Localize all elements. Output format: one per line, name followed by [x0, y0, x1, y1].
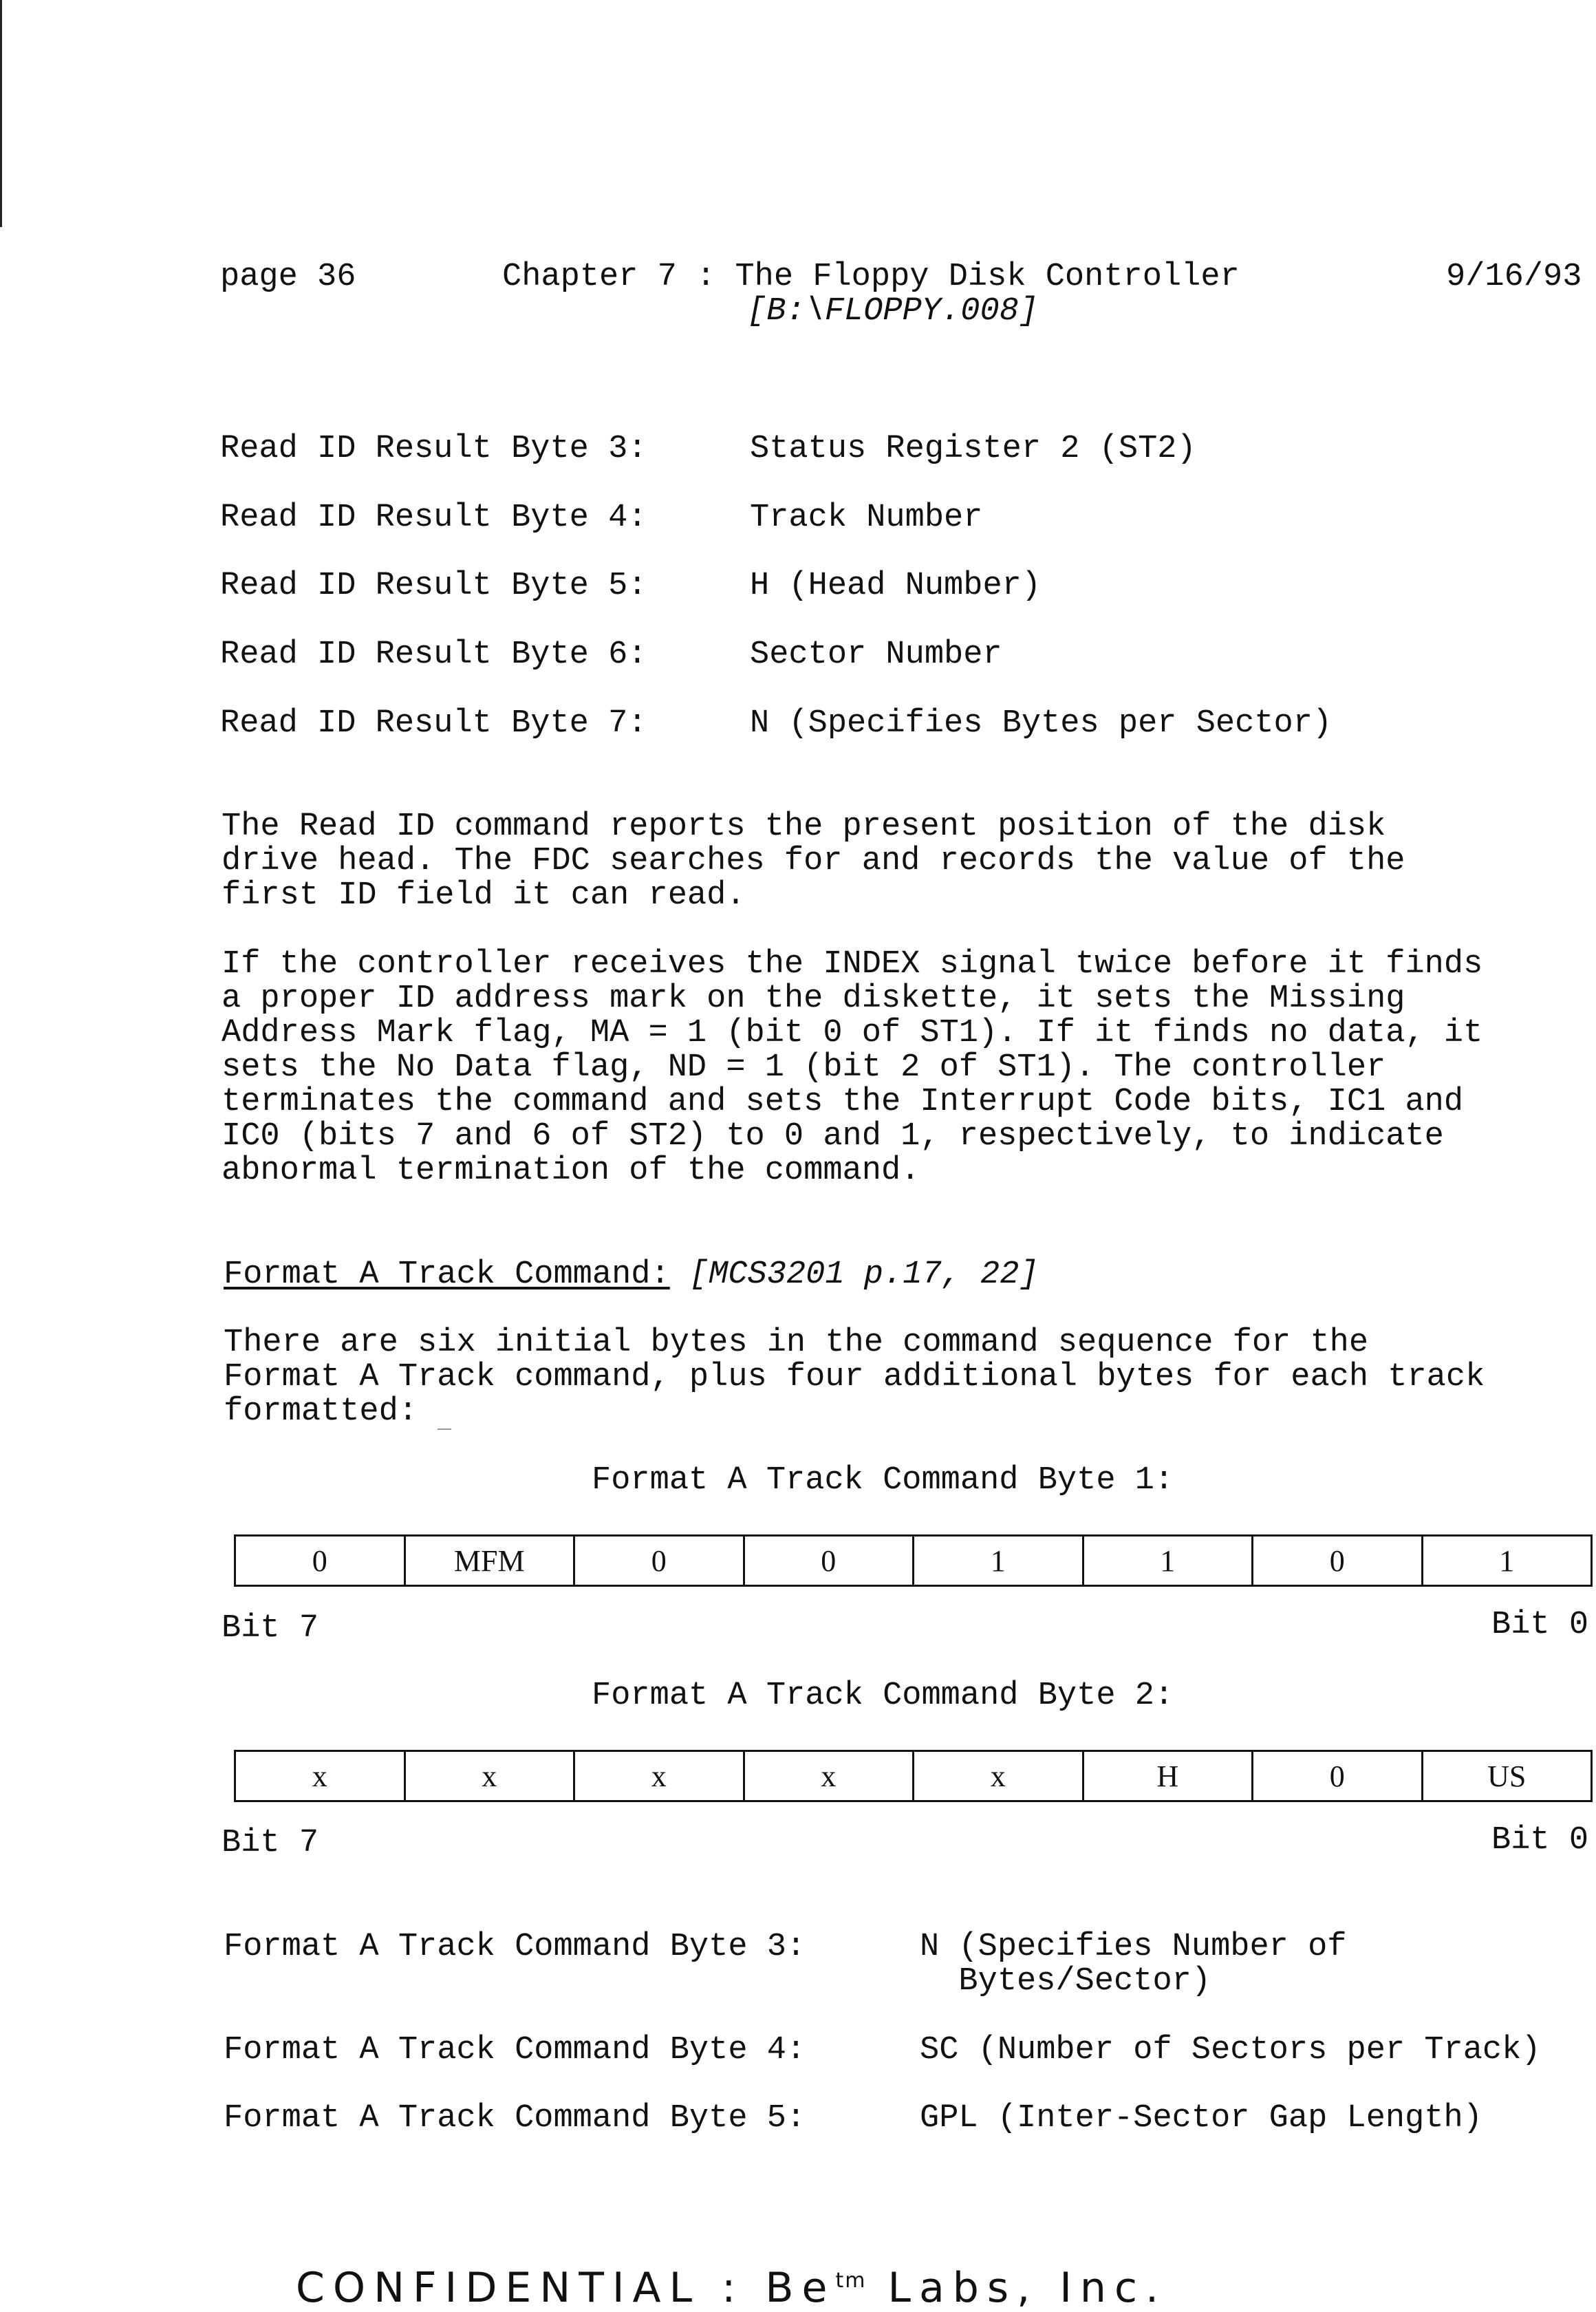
bit-cell: 0 [1253, 1537, 1423, 1585]
footer-left: CONFIDENTIAL : Be [296, 2264, 836, 2312]
format-byte-row [224, 1929, 1347, 2000]
bit-cell: 0 [236, 1537, 406, 1585]
bit-cell: 0 [745, 1537, 915, 1585]
read-id-row [220, 705, 1333, 742]
section-reference: [MCS3201 p.17, 22] [689, 1256, 1039, 1293]
byte2-bit-table [234, 1750, 1593, 1802]
byte1-caption: Format A Track Command Byte 1: [592, 1462, 1174, 1499]
row-label: Read ID Result Byte 3: [220, 431, 647, 467]
file-reference: [B:\FLOPPY.008] [747, 293, 1039, 330]
chapter-title: Chapter 7 : The Floppy Disk Controller [502, 259, 1240, 295]
bit-cell: x [914, 1752, 1084, 1800]
row-value: Sector Number [750, 636, 1002, 673]
bit-cell: H [1084, 1752, 1254, 1800]
margin-rule [0, 0, 2, 227]
byte2-bit0-label: Bit 0 [1491, 1822, 1589, 1859]
page-date: 9/16/93 [1446, 259, 1582, 295]
byte2-caption: Format A Track Command Byte 2: [592, 1678, 1174, 1714]
row-value: H (Head Number) [750, 568, 1042, 604]
row-label: Format A Track Command Byte 4: [224, 2032, 806, 2068]
bit-cell: 0 [1253, 1752, 1423, 1800]
bit-cell: x [406, 1752, 576, 1800]
row-value: Status Register 2 (ST2) [750, 431, 1196, 467]
paragraph-read-id: The Read ID command reports the present position of the disk drive head. The FDC searches for and records the value of the first ID field it can read. [222, 809, 1405, 914]
row-value: SC (Number of Sectors per Track) [920, 2032, 1541, 2068]
row-label: Read ID Result Byte 5: [220, 568, 647, 604]
bit-cell: 1 [1084, 1537, 1254, 1585]
read-id-row [220, 568, 1042, 604]
page-number: page 36 [220, 259, 356, 295]
byte1-bit7-label: Bit 7 [222, 1610, 319, 1647]
read-id-row [220, 431, 1196, 467]
bit-cell: MFM [406, 1537, 576, 1585]
read-id-row [220, 636, 1002, 673]
bit-cell: x [236, 1752, 406, 1800]
bit-cell: 1 [1499, 1543, 1515, 1578]
row-label: Read ID Result Byte 6: [220, 636, 647, 673]
trademark-mark: tm [835, 2269, 867, 2293]
bit-cell: 0 [575, 1537, 745, 1585]
format-byte-row [224, 2032, 1541, 2068]
footer-right: Labs, Inc. [866, 2264, 1167, 2312]
confidential-footer [296, 2264, 1167, 2312]
row-label: Read ID Result Byte 4: [220, 500, 647, 536]
byte2-bit7-label: Bit 7 [222, 1825, 319, 1861]
row-value: N (Specifies Bytes per Sector) [750, 705, 1333, 742]
row-label: Format A Track Command Byte 3: [224, 1929, 806, 1965]
row-label: Read ID Result Byte 7: [220, 705, 647, 742]
byte1-bit0-label: Bit 0 [1491, 1607, 1589, 1643]
bit-cell: x [745, 1752, 915, 1800]
paragraph-format-intro: There are six initial bytes in the command sequence for the Format A Track command, plus four additional bytes for each track formatted: [224, 1325, 1485, 1430]
section-title [224, 1258, 1039, 1292]
row-value: Track Number [750, 500, 983, 536]
bit-cell: US [1487, 1759, 1527, 1793]
row-label: Format A Track Command Byte 5: [224, 2100, 806, 2137]
bit-cell: 1 [914, 1537, 1084, 1585]
section-title-text: Format A Track Command: [224, 1256, 670, 1293]
byte1-bit-table [234, 1534, 1593, 1587]
bit-cell: x [575, 1752, 745, 1800]
format-byte-row [224, 2100, 1482, 2137]
read-id-row [220, 500, 983, 536]
row-value: GPL (Inter-Sector Gap Length) [920, 2100, 1482, 2137]
paragraph-index-signal: If the controller receives the INDEX signal twice before it finds a proper ID address mark on the diskette, it sets the Missing Address Mark flag, MA = 1 (bit 0 of ST1). If it finds no data, it sets the No Data flag, ND = 1 (bit 2 of ST1). The controller terminates the command and sets the Interrupt Code bits, IC1 and IC0 (bits 7 and 6 of ST2) to 0 and 1, respectively, to indicate abnormal termination of the command. [222, 946, 1483, 1189]
row-value: N (Specifies Number of Bytes/Sector) [920, 1929, 1347, 2000]
